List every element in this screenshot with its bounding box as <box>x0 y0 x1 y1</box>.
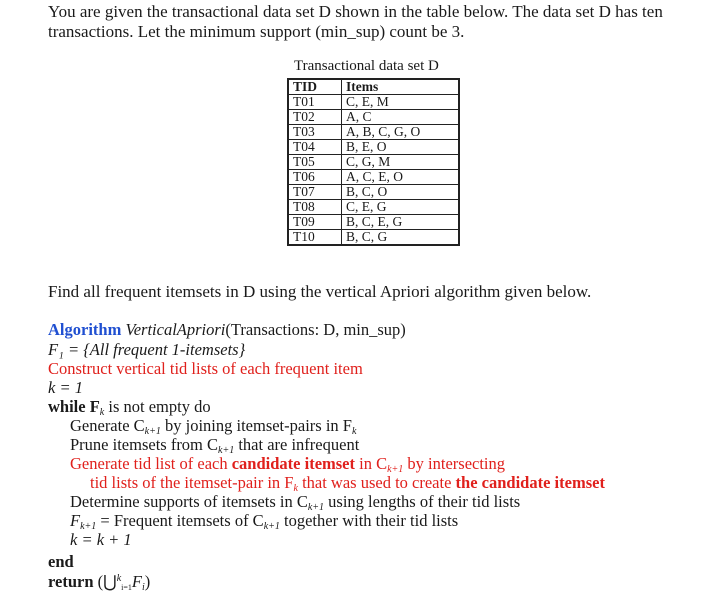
step-prune-text: Prune itemsets from C <box>70 435 219 454</box>
algo-step-prune: Prune itemsets from $C_{k+1}$ that are infrequent <box>70 435 360 456</box>
step-tid-text: Generate tid list of each <box>70 454 228 473</box>
table-caption: Transactional data set D <box>294 58 439 74</box>
algo-step-tid-generate: Generate tid list of each candidate itemset in $C_{k+1}$ by intersecting <box>70 454 506 475</box>
step-tid-bold: candidate itemset <box>231 454 356 473</box>
algorithm-keyword: Algorithm <box>48 320 122 339</box>
table-row <box>288 125 459 140</box>
cell-items: C, E, M <box>342 95 460 110</box>
transaction-table <box>287 78 460 246</box>
algo-step-increment: k = k + 1 <box>70 530 132 549</box>
step-intersect-bold: the candidate itemset <box>455 473 605 492</box>
question-text: Find all frequent itemsets in D using the vertical Apriori algorithm given below. <box>48 282 592 301</box>
algo-k-init: k = 1 <box>48 378 83 397</box>
cell-tid: T03 <box>288 125 342 140</box>
cell-tid: T08 <box>288 200 342 215</box>
algo-return: return $(⋃^k_{i=1}F_i)$ <box>48 572 151 593</box>
step-intersect-text: tid lists of the itemset-pair in F <box>90 473 294 492</box>
cell-items: B, C, E, G <box>342 215 460 230</box>
step-prune-tail: that are infrequent <box>234 435 360 454</box>
algo-while: while $F_k$ is not empty do <box>48 397 211 418</box>
cell-tid: T02 <box>288 110 342 125</box>
cell-tid: T09 <box>288 215 342 230</box>
algorithm-name: VerticalApriori <box>125 320 226 339</box>
step-intersect-tail: that was used to create <box>297 473 456 492</box>
table-row <box>288 170 459 185</box>
table-header-row <box>288 79 459 95</box>
cell-items: C, E, G <box>342 200 460 215</box>
table-row <box>288 230 459 246</box>
step-frequent-end: together with their tid lists <box>279 511 459 530</box>
algo-step-tid-intersect: tid lists of the itemset-pair in $F_k$ that was used to create the candidate itemset <box>90 473 605 494</box>
while-keyword: while F <box>48 397 100 416</box>
union-symbol: ⋃ <box>103 572 117 591</box>
table-row <box>288 140 459 155</box>
return-keyword: return <box>48 572 94 591</box>
algo-step-frequent: $F_{k+1}$ = Frequent itemsets of $C_{k+1}$ together with their tid lists <box>70 511 459 532</box>
algo-end: end <box>48 552 74 571</box>
cell-items: B, E, O <box>342 140 460 155</box>
step-tid-tail: in C <box>359 454 388 473</box>
table-row <box>288 110 459 125</box>
table-row <box>288 215 459 230</box>
algo-f1: F₁ = {All frequent 1-itemsets} <box>48 340 246 359</box>
step-generate-text: Generate C <box>70 416 145 435</box>
header-tid: TID <box>288 79 342 95</box>
cell-items: A, C <box>342 110 460 125</box>
algorithm-params: (Transactions: D, min_sup) <box>225 320 406 339</box>
cell-items: B, C, O <box>342 185 460 200</box>
step-frequent-tail: = Frequent itemsets of C <box>96 511 264 530</box>
cell-items: A, C, E, O <box>342 170 460 185</box>
cell-tid: T07 <box>288 185 342 200</box>
header-items: Items <box>342 79 460 95</box>
cell-tid: T05 <box>288 155 342 170</box>
algorithm-header <box>48 320 406 339</box>
cell-tid: T04 <box>288 140 342 155</box>
intro-line-1: You are given the transactional data set D shown in the table below. The data set D has ten <box>48 2 663 21</box>
cell-items: C, G, M <box>342 155 460 170</box>
algo-step-generate: Generate $C_{k+1}$ by joining itemset-pairs in $F_k$ <box>70 416 357 437</box>
table-row <box>288 155 459 170</box>
step-frequent-f: F <box>70 511 81 530</box>
table-row <box>288 200 459 215</box>
algo-step-support: Determine supports of itemsets in $C_{k+1}$ using lengths of their tid lists <box>70 492 521 513</box>
table-row <box>288 95 459 110</box>
while-tail: is not empty do <box>104 397 211 416</box>
step-support-text: Determine supports of itemsets in C <box>70 492 308 511</box>
intro-line-2: transactions. Let the minimum support (min_sup) count be 3. <box>48 22 465 41</box>
step-tid-end: by intersecting <box>403 454 506 473</box>
table-row <box>288 185 459 200</box>
cell-tid: T10 <box>288 230 342 246</box>
cell-tid: T01 <box>288 95 342 110</box>
cell-items: B, C, G <box>342 230 460 246</box>
algo-construct: Construct vertical tid lists of each frequent item <box>48 359 363 378</box>
cell-items: A, B, C, G, O <box>342 125 460 140</box>
cell-tid: T06 <box>288 170 342 185</box>
step-generate-tail: by joining itemset-pairs in F <box>160 416 352 435</box>
step-support-tail: using lengths of their tid lists <box>324 492 521 511</box>
